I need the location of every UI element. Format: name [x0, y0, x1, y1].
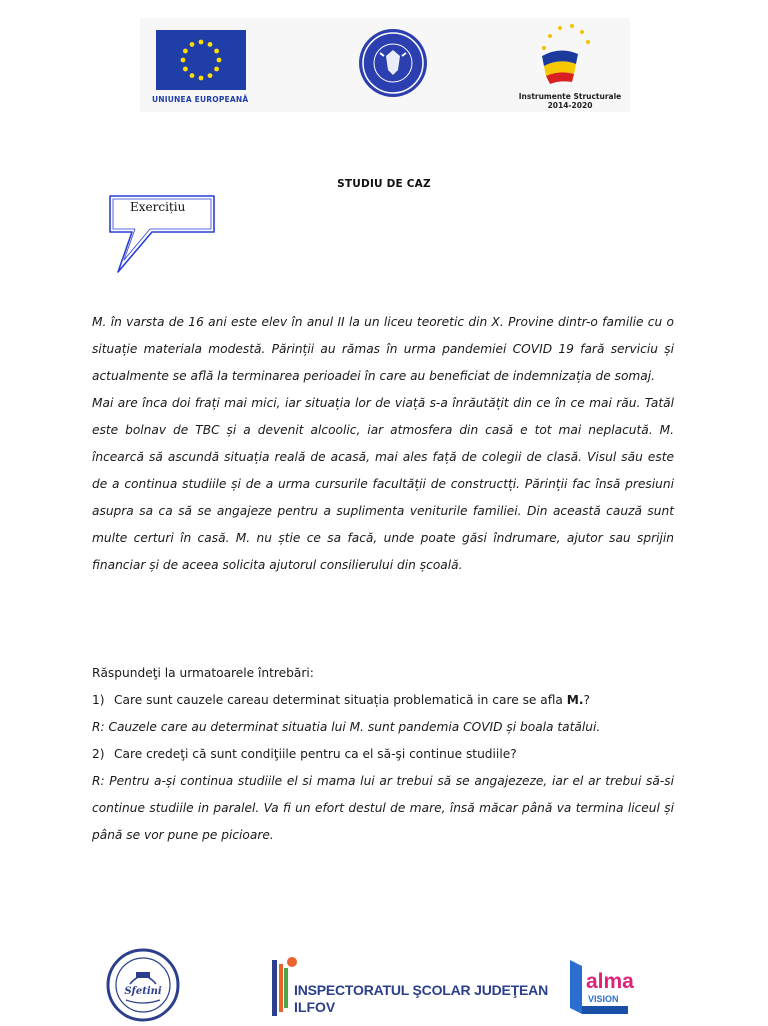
questions-intro: Răspundeţi la urmatoarele întrebări: [92, 666, 314, 680]
question-1 [92, 687, 674, 714]
question-1-end: ? [583, 693, 591, 707]
alma-brand-text: alma [586, 970, 634, 993]
questions-section [92, 660, 674, 849]
question-2-number: 2) [92, 747, 105, 761]
question-1-number: 1) [92, 693, 105, 707]
is-caption-line2: 2014-2020 [547, 101, 593, 110]
is-caption-line1: Instrumente Structurale [518, 92, 622, 101]
alma-vision-logo [566, 954, 646, 1020]
eu-caption: UNIUNEA EUROPEANĂ [152, 95, 249, 104]
alma-sub-text: VISION [588, 994, 619, 1004]
eu-flag-logo [156, 30, 246, 90]
question-1-text: Care sunt cauzele careau determinat situația problematică in care se afla [114, 693, 567, 707]
question-2-text: Care credeţi că sunt condiţiile pentru ca el să-şi continue studiile? [114, 747, 517, 761]
page-title: STUDIU DE CAZ [337, 178, 431, 190]
bubble-label: Exercițiu [130, 200, 186, 214]
question-1-bold: M. [566, 693, 584, 707]
school-seal-logo [106, 948, 180, 1022]
eu-stars-icon [156, 30, 246, 90]
isj-name-line2: ILFOV [294, 999, 336, 1015]
school-seal-text: Sfetini [124, 986, 162, 997]
isj-name-line1: INSPECTORATUL ŞCOLAR JUDEŢEAN [294, 982, 548, 998]
answer-1: R: Cauzele care au determinat situatia lui M. sunt pandemia COVID și boala tatălui. [92, 720, 601, 734]
case-paragraph-2: Mai are înca doi frați mai mici, iar situația lor de viață s-a înrăutățit din ce în ce mai rău. Tatăl este bolnav de TBC și a devenit alcoolic, iar atmosfera din casă e tot mai neplacută. M. încearcă să ascundă situația reală de acasă, mai ales față de colegii de clasă. Visul său este de a continua studiile și de a urma cursurile facultății de constructți. Părinții fac însă presiuni asupra sa ca să se angajeze pentru a suplimenta veniturile familiei. Din această cauză sunt multe certuri în casă. M. nu știe ce sa facă, unde poate găsi îndrumare, ajutor sau sprijin financiar și de aceea solicita ajutorul consilierului din școală. [92, 396, 674, 572]
government-seal-logo [356, 26, 430, 100]
structural-instruments-logo [530, 20, 600, 90]
answer-2: R: Pentru a-și continua studiile el si mama lui ar trebui să se angajezeze, iar el ar trebui să-si continue studiile in paralel. Va fi un efort destul de mare, însă măcar până va termina liceul și până se vor pune pe picioare. [92, 774, 674, 842]
case-paragraph-1: M. în varsta de 16 ani este elev în anul II la un liceu teoretic din X. Provine dintr-o familie cu o situație materiala modestă. Părinții au rămas în urma pandemiei COVID 19 fară serviciu și actualmente se află la terminarea perioadei în care au beneficiat de indemnizația de somaj. [92, 315, 674, 383]
structural-instruments-caption [515, 92, 625, 110]
question-2 [92, 741, 674, 768]
case-description [92, 309, 674, 579]
